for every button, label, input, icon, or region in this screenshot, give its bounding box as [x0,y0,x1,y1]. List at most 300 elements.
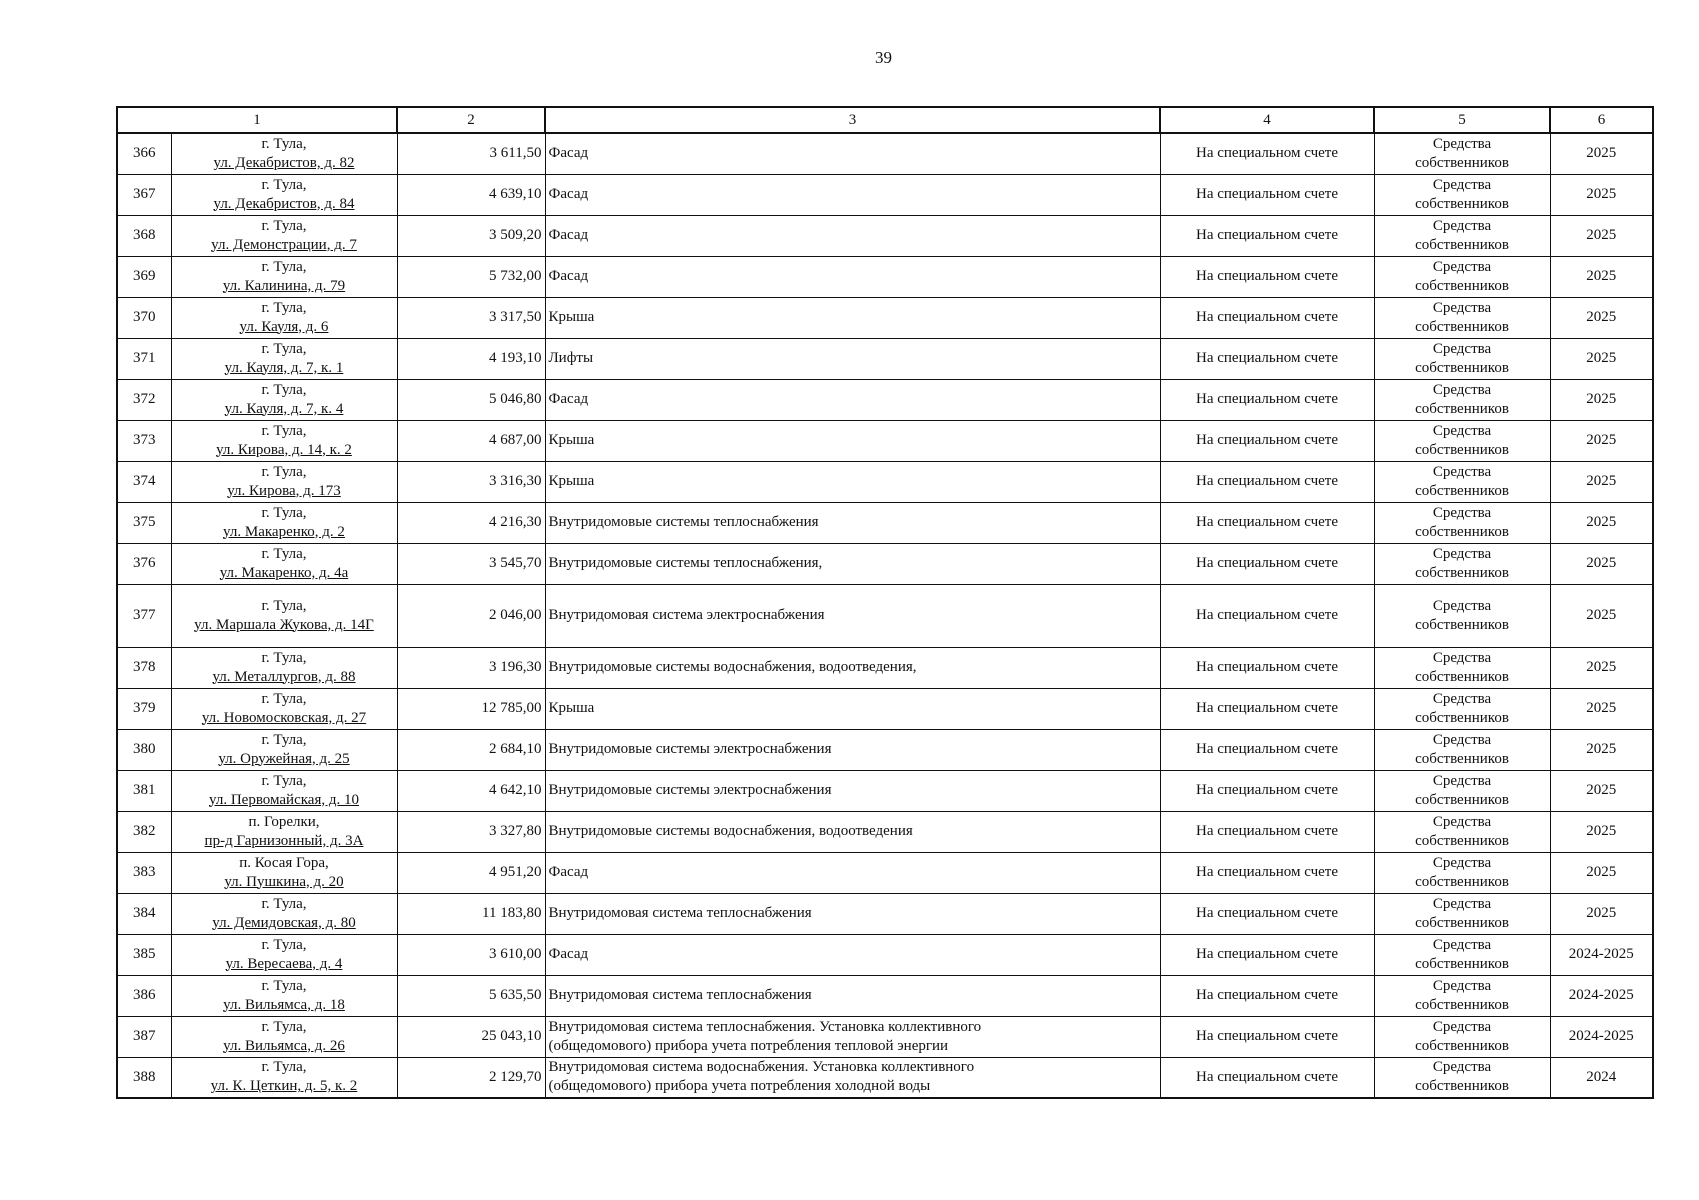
funding-source-cell [1374,420,1550,461]
row-number: 376 [117,543,171,584]
year-cell: 2024 [1550,1057,1653,1098]
area-cell: 3 327,80 [397,811,545,852]
funding-source-line: Средства [1432,813,1492,830]
funding-source-line: Средства [1432,422,1492,439]
address-street: ул. Кауля, д. 6 [239,318,329,335]
year-cell: 2025 [1550,584,1653,647]
year-cell: 2025 [1550,174,1653,215]
funding-source-line: Средства [1432,340,1492,357]
address-street: ул. Кауля, д. 7, к. 4 [224,400,344,417]
address-cell [171,811,397,852]
table-row [117,852,1653,893]
address-cell [171,461,397,502]
account-type-cell: На специальном счете [1160,215,1374,256]
address-cell [171,934,397,975]
address-cell [171,379,397,420]
funding-source-line: собственников [1415,523,1509,540]
account-type-cell: На специальном счете [1160,174,1374,215]
address-street: ул. Демонстрации, д. 7 [211,236,357,253]
work-type-line: Внутридомовые системы электроснабжения [548,741,832,757]
table-row [117,461,1653,502]
table-row [117,647,1653,688]
funding-source-cell [1374,174,1550,215]
year-cell: 2025 [1550,133,1653,174]
funding-source-cell [1374,1016,1550,1057]
work-type-line: Фасад [548,391,589,407]
work-type-line: Внутридомовая система теплоснабжения [548,987,812,1003]
funding-source-line: собственников [1415,277,1509,294]
funding-source-cell [1374,461,1550,502]
address-cell [171,215,397,256]
page-number: 39 [875,48,892,67]
account-type-cell: На специальном счете [1160,338,1374,379]
funding-source-cell [1374,133,1550,174]
funding-source-cell [1374,893,1550,934]
row-number: 367 [117,174,171,215]
address-locality: г. Тула, [261,649,307,666]
table-row [117,934,1653,975]
area-cell: 2 684,10 [397,729,545,770]
year-cell: 2025 [1550,379,1653,420]
address-locality: г. Тула, [261,895,307,912]
work-type-line: Внутридомовые системы водоснабжения, водоотведения [548,823,913,839]
address-locality: г. Тула, [261,1018,307,1035]
work-type-cell [545,543,1160,584]
funding-source-line: Средства [1432,854,1492,871]
work-type-cell [545,975,1160,1016]
funding-source-line: Средства [1432,381,1492,398]
row-number: 387 [117,1016,171,1057]
area-cell: 4 216,30 [397,502,545,543]
address-locality: г. Тула, [261,545,307,562]
table-row [117,1016,1653,1057]
year-cell: 2025 [1550,770,1653,811]
work-type-line: Внутридомовая система теплоснабжения [548,905,812,921]
funding-source-line: собственников [1415,1078,1509,1095]
address-cell [171,502,397,543]
area-cell: 4 642,10 [397,770,545,811]
funding-source-cell [1374,1057,1550,1098]
work-type-cell [545,297,1160,338]
area-cell: 2 046,00 [397,584,545,647]
header-col-6: 6 [1550,107,1653,133]
row-number: 382 [117,811,171,852]
address-cell [171,584,397,647]
account-type-cell: На специальном счете [1160,256,1374,297]
table-row [117,297,1653,338]
table-row [117,729,1653,770]
funding-source-line: Средства [1432,176,1492,193]
address-locality: г. Тула, [261,731,307,748]
funding-source-cell [1374,852,1550,893]
year-cell: 2024-2025 [1550,975,1653,1016]
funding-source-line: Средства [1432,258,1492,275]
year-cell: 2024-2025 [1550,934,1653,975]
header-col-1: 1 [117,107,397,133]
funding-source-line: Средства [1432,772,1492,789]
funding-source-cell [1374,729,1550,770]
table-row [117,893,1653,934]
funding-source-line: собственников [1415,668,1509,685]
table-row [117,975,1653,1016]
address-locality: п. Косая Гора, [239,854,329,871]
address-locality: г. Тула, [261,258,307,275]
work-type-cell [545,770,1160,811]
year-cell: 2025 [1550,338,1653,379]
table-row [117,256,1653,297]
address-locality: г. Тула, [261,217,307,234]
funding-source-line: собственников [1415,195,1509,212]
work-type-line: Фасад [548,268,589,284]
address-street: ул. Макаренко, д. 4а [219,564,349,581]
row-number: 374 [117,461,171,502]
table-row [117,502,1653,543]
funding-source-cell [1374,647,1550,688]
address-cell [171,893,397,934]
row-number: 379 [117,688,171,729]
work-type-cell [545,811,1160,852]
account-type-cell: На специальном счете [1160,852,1374,893]
funding-source-line: Средства [1432,463,1492,480]
work-type-line: Крыша [548,432,595,448]
row-number: 386 [117,975,171,1016]
funding-source-cell [1374,502,1550,543]
year-cell: 2025 [1550,893,1653,934]
table-row [117,1057,1653,1098]
year-cell: 2025 [1550,502,1653,543]
area-cell: 4 193,10 [397,338,545,379]
header-col-2: 2 [397,107,545,133]
area-cell: 5 635,50 [397,975,545,1016]
work-type-cell [545,379,1160,420]
repair-schedule-table [116,106,1654,1099]
funding-source-line: Средства [1432,1059,1492,1076]
work-type-cell [545,461,1160,502]
address-locality: г. Тула, [261,135,307,152]
area-cell: 5 046,80 [397,379,545,420]
funding-source-cell [1374,543,1550,584]
address-cell [171,338,397,379]
work-type-line: Фасад [548,186,589,202]
address-street: ул. Калинина, д. 79 [222,277,346,294]
work-type-cell [545,502,1160,543]
funding-source-line: Средства [1432,977,1492,994]
area-cell: 3 545,70 [397,543,545,584]
area-cell: 25 043,10 [397,1016,545,1057]
work-type-line: Лифты [548,350,594,366]
address-street: ул. Декабристов, д. 82 [213,154,355,171]
funding-source-cell [1374,770,1550,811]
funding-source-line: собственников [1415,616,1509,633]
row-number: 373 [117,420,171,461]
address-street: ул. Кирова, д. 173 [227,482,341,499]
work-type-line: Внутридомовые системы электроснабжения [548,782,832,798]
work-type-line: Крыша [548,700,595,716]
address-street: ул. К. Цеткин, д. 5, к. 2 [210,1078,358,1095]
account-type-cell: На специальном счете [1160,584,1374,647]
work-type-line: Внутридомовая система электроснабжения [548,607,825,623]
year-cell: 2025 [1550,647,1653,688]
area-cell: 5 732,00 [397,256,545,297]
address-cell [171,297,397,338]
address-street: ул. Вильямса, д. 26 [223,1037,345,1054]
account-type-cell: На специальном счете [1160,502,1374,543]
funding-source-line: Средства [1432,1018,1492,1035]
address-street: ул. Новомосковская, д. 27 [201,709,367,726]
table-row [117,584,1653,647]
address-street: ул. Первомайская, д. 10 [209,791,359,808]
row-number: 384 [117,893,171,934]
work-type-line: Внутридомовая система теплоснабжения. Установка коллективного [548,1018,982,1035]
work-type-line: Внутридомовая система водоснабжения. Установка коллективного [548,1059,975,1076]
table-row [117,811,1653,852]
funding-source-line: собственников [1415,791,1509,808]
year-cell: 2025 [1550,256,1653,297]
funding-source-cell [1374,338,1550,379]
work-type-cell [545,338,1160,379]
area-cell: 3 316,30 [397,461,545,502]
year-cell: 2025 [1550,215,1653,256]
work-type-cell [545,133,1160,174]
work-type-cell [545,420,1160,461]
address-cell [171,647,397,688]
work-type-cell [545,584,1160,647]
row-number: 375 [117,502,171,543]
work-type-line: Фасад [548,946,589,962]
row-number: 380 [117,729,171,770]
table-row [117,420,1653,461]
work-type-cell [545,729,1160,770]
funding-source-line: Средства [1432,597,1492,614]
funding-source-cell [1374,584,1550,647]
account-type-cell: На специальном счете [1160,688,1374,729]
address-locality: г. Тула, [261,381,307,398]
address-locality: г. Тула, [261,772,307,789]
year-cell: 2024-2025 [1550,1016,1653,1057]
year-cell: 2025 [1550,729,1653,770]
account-type-cell: На специальном счете [1160,133,1374,174]
address-cell [171,1016,397,1057]
work-type-line: Внутридомовые системы водоснабжения, водоотведения, [548,659,917,675]
account-type-cell: На специальном счете [1160,647,1374,688]
funding-source-line: Средства [1432,545,1492,562]
work-type-cell [545,215,1160,256]
funding-source-line: Средства [1432,936,1492,953]
row-number: 371 [117,338,171,379]
funding-source-line: собственников [1415,359,1509,376]
funding-source-line: Средства [1432,217,1492,234]
work-type-line: Внутридомовые системы теплоснабжения, [548,555,823,571]
work-type-cell [545,256,1160,297]
account-type-cell: На специальном счете [1160,461,1374,502]
area-cell: 11 183,80 [397,893,545,934]
account-type-cell: На специальном счете [1160,975,1374,1016]
funding-source-line: собственников [1415,564,1509,581]
funding-source-cell [1374,975,1550,1016]
funding-source-line: Средства [1432,649,1492,666]
row-number: 372 [117,379,171,420]
year-cell: 2025 [1550,461,1653,502]
address-street: пр-д Гарнизонный, д. 3А [204,832,364,849]
funding-source-line: собственников [1415,400,1509,417]
funding-source-line: собственников [1415,914,1509,931]
area-cell: 3 317,50 [397,297,545,338]
address-cell [171,174,397,215]
account-type-cell: На специальном счете [1160,379,1374,420]
funding-source-line: Средства [1432,135,1492,152]
funding-source-cell [1374,379,1550,420]
work-type-line: Внутридомовые системы теплоснабжения [548,514,819,530]
funding-source-line: Средства [1432,299,1492,316]
funding-source-line: собственников [1415,709,1509,726]
area-cell: 4 951,20 [397,852,545,893]
table-row [117,133,1653,174]
work-type-cell [545,934,1160,975]
address-street: ул. Оружейная, д. 25 [218,750,350,767]
row-number: 385 [117,934,171,975]
funding-source-cell [1374,297,1550,338]
year-cell: 2025 [1550,543,1653,584]
funding-source-line: собственников [1415,1037,1509,1054]
address-locality: г. Тула, [261,1059,307,1076]
row-number: 378 [117,647,171,688]
funding-source-cell [1374,934,1550,975]
account-type-cell: На специальном счете [1160,543,1374,584]
address-locality: г. Тула, [261,597,307,614]
account-type-cell: На специальном счете [1160,729,1374,770]
table-row [117,543,1653,584]
address-locality: г. Тула, [261,299,307,316]
work-type-line: Фасад [548,145,589,162]
row-number: 366 [117,133,171,174]
area-cell: 4 687,00 [397,420,545,461]
address-cell [171,729,397,770]
table-row [117,338,1653,379]
address-cell [171,975,397,1016]
account-type-cell: На специальном счете [1160,297,1374,338]
row-number: 388 [117,1057,171,1098]
area-cell: 4 639,10 [397,174,545,215]
address-locality: г. Тула, [261,422,307,439]
row-number: 370 [117,297,171,338]
table-row [117,174,1653,215]
address-street: ул. Демидовская, д. 80 [212,914,356,931]
funding-source-cell [1374,256,1550,297]
area-cell: 3 509,20 [397,215,545,256]
year-cell: 2025 [1550,852,1653,893]
year-cell: 2025 [1550,420,1653,461]
address-locality: г. Тула, [261,340,307,357]
year-cell: 2025 [1550,811,1653,852]
work-type-line: (общедомового) прибора учета потребления тепловой энергии [548,1037,949,1054]
work-type-cell [545,1016,1160,1057]
row-number: 383 [117,852,171,893]
row-number: 368 [117,215,171,256]
work-type-line: Фасад [548,864,589,880]
address-street: ул. Маршала Жукова, д. 14Г [194,616,374,633]
year-cell: 2025 [1550,297,1653,338]
funding-source-line: собственников [1415,236,1509,253]
row-number: 381 [117,770,171,811]
address-street: ул. Вильямса, д. 18 [223,996,345,1013]
funding-source-cell [1374,811,1550,852]
address-locality: г. Тула, [261,936,307,953]
address-cell [171,1057,397,1098]
address-locality: г. Тула, [261,463,307,480]
address-street: ул. Кирова, д. 14, к. 2 [216,441,352,458]
area-cell: 2 129,70 [397,1057,545,1098]
address-locality: г. Тула, [261,977,307,994]
work-type-line: Крыша [548,309,595,325]
work-type-cell [545,174,1160,215]
account-type-cell: На специальном счете [1160,420,1374,461]
funding-source-line: собственников [1415,318,1509,335]
table-row [117,215,1653,256]
funding-source-line: собственников [1415,955,1509,972]
year-cell: 2025 [1550,688,1653,729]
area-cell: 3 196,30 [397,647,545,688]
account-type-cell: На специальном счете [1160,1057,1374,1098]
address-street: ул. Макаренко, д. 2 [223,523,345,540]
address-street: ул. Вересаева, д. 4 [225,955,343,972]
address-locality: г. Тула, [261,690,307,707]
address-locality: п. Горелки, [248,813,320,830]
area-cell: 3 611,50 [397,133,545,174]
address-cell [171,256,397,297]
funding-source-line: Средства [1432,731,1492,748]
address-street: ул. Пушкина, д. 20 [224,873,344,890]
funding-source-line: собственников [1415,750,1509,767]
row-number: 377 [117,584,171,647]
header-col-4: 4 [1160,107,1374,133]
funding-source-cell [1374,215,1550,256]
work-type-cell [545,852,1160,893]
table-row [117,688,1653,729]
funding-source-line: Средства [1432,895,1492,912]
address-cell [171,852,397,893]
address-cell [171,420,397,461]
work-type-cell [545,893,1160,934]
address-street: ул. Металлургов, д. 88 [212,668,356,685]
table-row [117,379,1653,420]
header-col-5: 5 [1374,107,1550,133]
header-col-3: 3 [545,107,1160,133]
table-row [117,770,1653,811]
table-body [117,133,1653,1098]
address-locality: г. Тула, [261,504,307,521]
table-header-row [117,107,1653,133]
area-cell: 12 785,00 [397,688,545,729]
funding-source-line: собственников [1415,154,1509,171]
funding-source-line: собственников [1415,996,1509,1013]
row-number: 369 [117,256,171,297]
address-cell [171,688,397,729]
address-cell [171,133,397,174]
funding-source-line: Средства [1432,504,1492,521]
funding-source-line: Средства [1432,690,1492,707]
account-type-cell: На специальном счете [1160,770,1374,811]
account-type-cell: На специальном счете [1160,934,1374,975]
address-cell [171,770,397,811]
work-type-line: Фасад [548,227,589,243]
funding-source-line: собственников [1415,832,1509,849]
work-type-line: (общедомового) прибора учета потребления холодной воды [548,1078,931,1095]
address-street: ул. Кауля, д. 7, к. 1 [224,359,344,376]
work-type-cell [545,647,1160,688]
funding-source-line: собственников [1415,873,1509,890]
account-type-cell: На специальном счете [1160,811,1374,852]
address-cell [171,543,397,584]
